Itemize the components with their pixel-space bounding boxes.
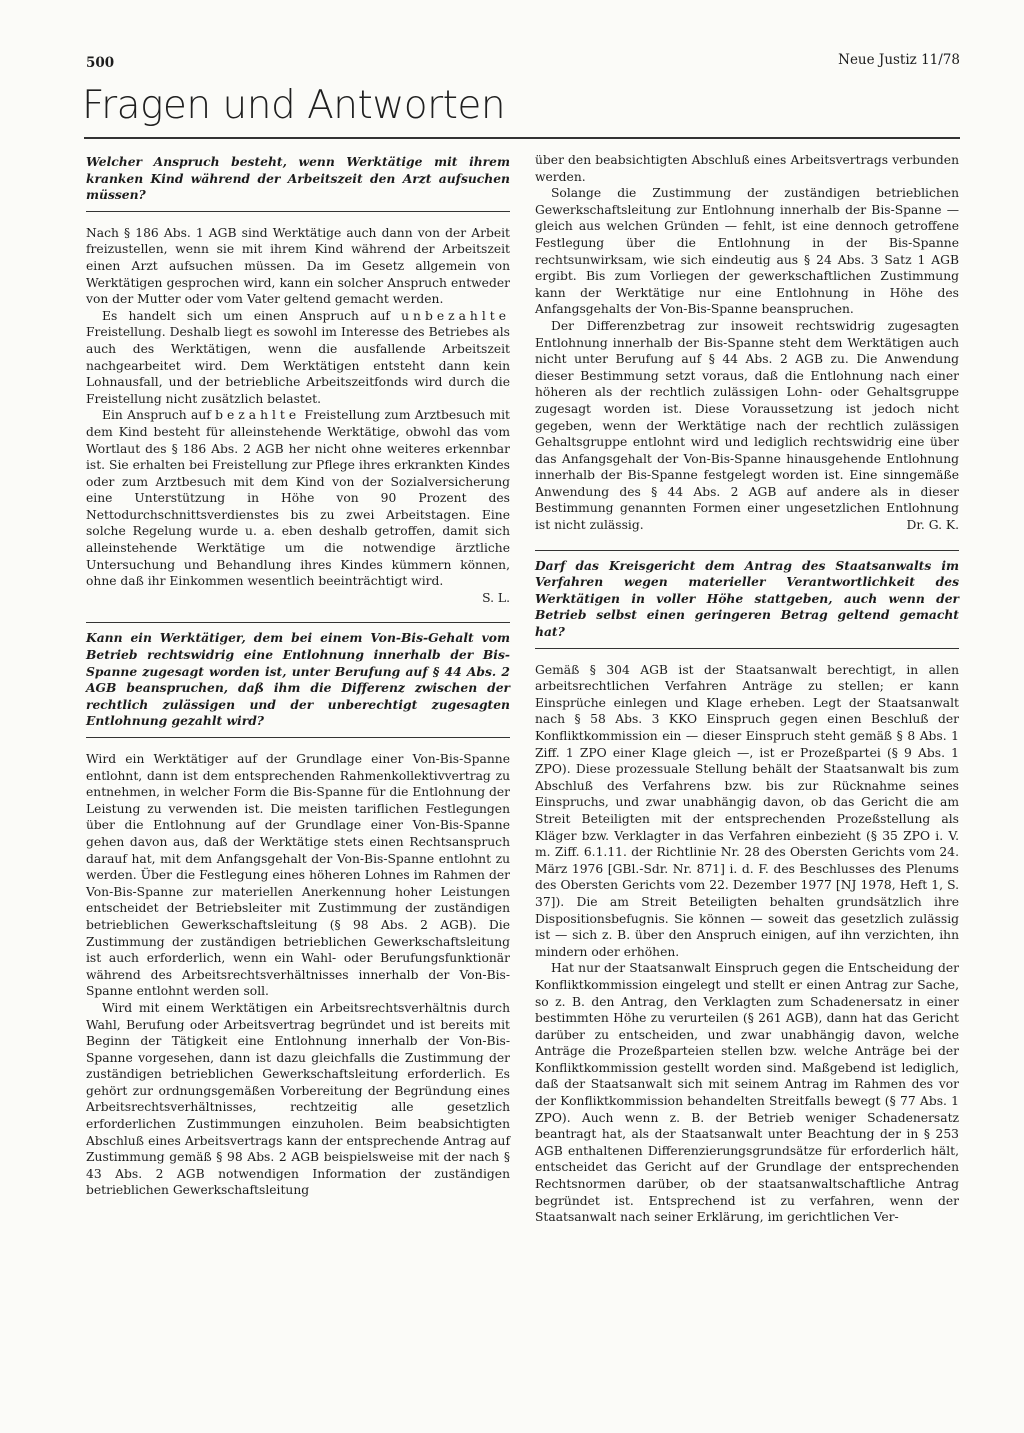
- question-rule: [535, 550, 959, 551]
- text-run: Freistellung zum Arztbesuch mit dem Kind besteht für alleinstehende Werktätige, obwohl das vom Wortlaut des § 186 Abs. 2 AGB her nicht ohne weiteres erkennbar ist. Sie erhalten bei Freistellung zur Pflege ihres erkrankten Kindes oder zum Arztbesuch mit dem Kind von der Sozialversicherung eine Unterstützung in Höhe von 90 Prozent des Nettodurchschnittsverdienstes bis zu zwei Arbeitstagen. Eine solche Regelung wurde u. a. eben deshalb getroffen, damit sich alleinstehende Werktätige um die notwendige ärztliche Untersuchung und Behandlung ihres Kindes kümmern können, ohne daß ihr Einkommen wesentlich beeinträchtigt wird.: [86, 408, 510, 589]
- answer-1-paragraph-2: [86, 308, 510, 408]
- question-1: Welcher Anspruch besteht, wenn Werktätige mit ihrem kranken Kind während der Arbeitszeit den Arzt aufsuchen müssen?: [86, 154, 510, 203]
- journal-issue: Neue Justiz 11/78: [838, 52, 960, 68]
- title-rule: [84, 137, 960, 139]
- question-rule: [86, 737, 510, 738]
- answer-1-paragraph-3: [86, 407, 510, 590]
- text-run: Es handelt sich um einen Anspruch auf: [102, 308, 402, 323]
- answer-2-continuation: über den beabsichtigten Abschluß eines Arbeitsvertrags verbunden werden.: [535, 153, 959, 184]
- text-run: Ein Anspruch auf: [102, 408, 216, 423]
- text-run: Freistellung. Deshalb liegt es sowohl im Interesse des Betriebes als auch des Werktätigen, wenn die ausfallende Arbeitszeit nachgearbeitet wird. Dem Werktätigen entsteht dann kein Lohnausfall, und der betriebliche Arbeitszeitfonds wird durch die Freistellung nicht zusätzlich belastet.: [86, 325, 510, 406]
- author-signature: Dr. G. K.: [906, 518, 959, 533]
- question-3: Darf das Kreisgericht dem Antrag des Staatsanwalts im Verfahren wegen materieller Verantwortlichkeit des Werktätigen in voller Höhe stattgeben, auch wenn der Betrieb selbst einen geringeren Betrag geltend gemacht hat?: [535, 557, 959, 640]
- spaced-emphasis: unbezahlte: [401, 308, 510, 323]
- answer-3-paragraph-1: Gemäß § 304 AGB ist der Staatsanwalt berechtigt, in allen arbeitsrechtlichen Verfahren Anträge zu stellen; er kann Einsprüche einlegen und Klage erheben. Legt der Staatsanwalt nach § 58 Abs. 3 KKO Einspruch gegen einen Beschluß der Konfliktkommission ein — dieser Einspruch steht gemäß § 8 Abs. 1 Ziff. 1 ZPO einer Klage gleich —, ist er Prozeßpartei (§ 9 Abs. 1 ZPO). Diese prozessuale Stellung behält der Staatsanwalt bis zum Abschluß des Verfahrens bzw. bis zur Rücknahme seines Einspruchs, und zwar unabhängig davon, ob das Gericht die am Streit Beteiligten mit der entsprechenden Prozeßstellung als Kläger bzw. Verklagter in das Verfahren einbezieht (§ 35 ZPO i. V. m. Ziff. 6.1.11. der Richtlinie Nr. 28 des Obersten Gerichts vom 24. März 1976 [GBl.-Sdr. Nr. 871] i. d. F. des Beschlusses des Plenums des Obersten Gerichts vom 22. Dezember 1977 [NJ 1978, Heft 1, S. 37]). Die am Streit Beteiligten behalten grundsätzlich ihre Dispositionsbefugnis. Sie können — soweit das gesetzlich zulässig ist — sich z. B. über den Anspruch einigen, auf ihn verzichten, ihn mindern oder erhöhen.: [535, 662, 959, 959]
- left-column: [86, 152, 510, 1199]
- answer-2-paragraph-1: Wird ein Werktätiger auf der Grundlage einer Von-Bis-Spanne entlohnt, dann ist dem entsprechenden Rahmenkollektivvertrag zu entnehmen, in welcher Form die Bis-Spanne für die Entlohnung der Leistung zu verwenden ist. Die meisten tariflichen Festlegungen über die Entlohnung auf der Grundlage einer Von-Bis-Spanne gehen davon aus, daß der Werktätige stets einen Rechtsanspruch darauf hat, mit dem Anfangsgehalt der Von-Bis-Spanne entlohnt zu werden. Über die Festlegung eines höheren Lohnes im Rahmen der Von-Bis-Spanne zur materiellen Anerkennung hoher Leistungen entscheidet der Betriebsleiter mit Zustimmung der zuständigen betrieblichen Gewerkschaftsleitung (§ 98 Abs. 2 AGB). Die Zustimmung der zuständigen betrieblichen Gewerkschaftsleitung ist auch erforderlich, wenn ein Wahl- oder Berufungsfunktionär während des Arbeitsrechtsverhältnisses innerhalb der Von-Bis-Spanne entlohnt werden soll.: [86, 752, 510, 999]
- author-signature: S. L.: [482, 590, 510, 605]
- answer-2-paragraph-3: Solange die Zustimmung der zuständigen betrieblichen Gewerkschaftsleitung zur Entlohnung innerhalb der Bis-Spanne — gleich aus welchen Gründen — fehlt, ist eine dennoch getroffene Festlegung über die Entlohnung in der Bis-Spanne rechtsunwirksam, wie sich eindeutig aus § 24 Abs. 3 Satz 1 AGB ergibt. Bis zum Vorliegen der gewerkschaftlichen Zustimmung kann der Werktätige nur eine Entlohnung in Höhe des Anfangsgehalts der Von-Bis-Spanne beanspruchen.: [535, 186, 959, 317]
- question-rule: [86, 211, 510, 212]
- question-rule: [86, 622, 510, 623]
- page-title: Fragen und Antworten: [82, 83, 506, 128]
- page-number: 500: [86, 55, 115, 71]
- answer-2-paragraph-2: Wird mit einem Werktätigen ein Arbeitsrechtsverhältnis durch Wahl, Berufung oder Arbeitsvertrag begründet und ist bereits mit Beginn der Tätigkeit eine Entlohnung innerhalb der Von-Bis-Spanne vorgesehen, dann ist dazu gleichfalls die Zustimmung der zuständigen betrieblichen Gewerkschaftsleitung erforderlich. Es gehört zur ordnungsgemäßen Vorbereitung der Begründung eines Arbeitsrechtsverhältnisses, rechtzeitig alle gesetzlich erforderlichen Zustimmungen einzuholen. Beim beabsichtigten Abschluß eines Arbeitsvertrags kann der entsprechende Antrag auf Zustimmung gemäß § 98 Abs. 2 AGB beispielsweise mit der nach § 43 Abs. 2 AGB notwendigen Information der zuständigen betrieblichen Gewerkschaftsleitung: [86, 1000, 510, 1198]
- question-2: Kann ein Werktätiger, dem bei einem Von-Bis-Gehalt vom Betrieb rechtswidrig eine Entlohnung innerhalb der Bis-Spanne zugesagt worden ist, unter Berufung auf § 44 Abs. 2 AGB beanspruchen, daß ihm die Differenz zwischen der rechtlich zulässigen und der unberechtigt zugesagten Entlohnung gezahlt wird?: [86, 630, 510, 729]
- answer-1-paragraph-1: Nach § 186 Abs. 1 AGB sind Werktätige auch dann von der Arbeit freizustellen, wenn sie mit ihrem Kind während der Arbeitszeit einen Arzt aufsuchen müssen. Da im Gesetz allgemein von Werktätigen gesprochen wird, kann ein solcher Anspruch entweder von der Mutter oder vom Vater geltend gemacht werden.: [86, 225, 510, 307]
- question-rule: [535, 648, 959, 649]
- right-column: [535, 152, 959, 1226]
- text-run: Der Differenzbetrag zur insoweit rechtswidrig zugesagten Entlohnung innerhalb der Bis-Spanne steht dem Werktätigen auch nicht unter Berufung auf § 44 Abs. 2 AGB zu. Die Anwendung dieser Bestimmung setzt voraus, daß die Entlohnung nach einer höheren als der rechtlich zulässigen Lohn- oder Gehaltsgruppe zugesagt worden ist. Diese Voraussetzung ist jedoch nicht gegeben, wenn der Werktätige nach der rechtlich zulässigen Gehaltsgruppe entlohnt wird und lediglich rechtswidrig eine über das Anfangsgehalt der Von-Bis-Spanne hinausgehende Entlohnung innerhalb der Bis-Spanne festgelegt worden ist. Eine sinngemäße Anwendung des § 44 Abs. 2 AGB auf andere als in dieser Bestimmung genannten Formen einer ungesetzlichen Entlohnung ist nicht zulässig.: [535, 318, 959, 533]
- answer-2-paragraph-4: [535, 318, 959, 534]
- spaced-emphasis: bezahlte: [215, 408, 301, 423]
- answer-3-paragraph-2: Hat nur der Staatsanwalt Einspruch gegen die Entscheidung der Konfliktkommission eingelegt und stellt er einen Antrag zur Sache, so z. B. den Antrag, den Verklagten zum Schadenersatz in einer bestimmten Höhe zu verurteilen (§ 261 AGB), dann hat das Gericht darüber zu entscheiden, und zwar unabhängig davon, welche Anträge die Prozeßparteien stellen bzw. welche Anträge bei der Konfliktkommission gestellt worden sind. Maßgebend ist lediglich, daß der Staatsanwalt sich mit seinem Antrag im Rahmen des vor der Konfliktkommission behandelten Streitfalls bewegt (§ 77 Abs. 1 ZPO). Auch wenn z. B. der Betrieb weniger Schadenersatz beantragt hat, als der Staatsanwalt unter Beachtung der in § 253 AGB enthaltenen Differenzierungsgrundsätze für erforderlich hält, entscheidet das Gericht auf der Grundlage der entsprechenden Rechtsnormen darüber, ob der staatsanwaltschaftliche Antrag begründet ist. Entsprechend ist zu verfahren, wenn der Staatsanwalt nach seiner Erklärung, im gerichtlichen Ver-: [535, 961, 959, 1225]
